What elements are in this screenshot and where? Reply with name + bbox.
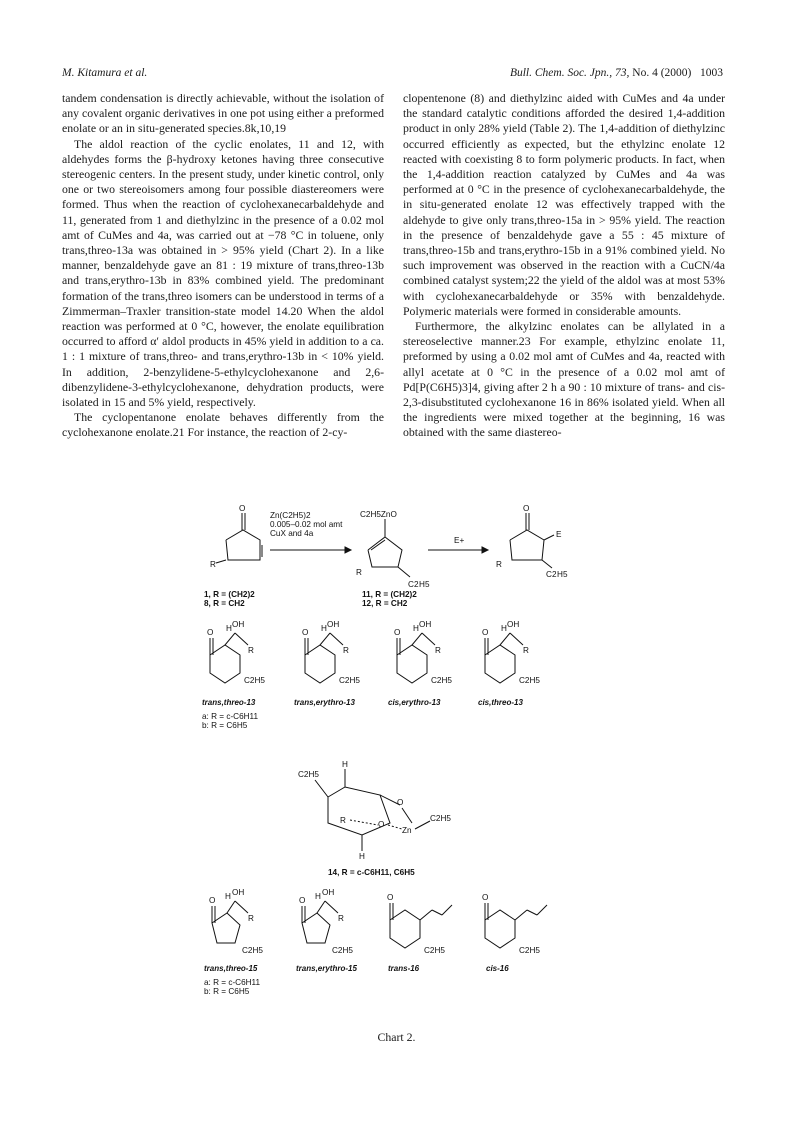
substituent-def-b: b: R = C6H5 [204,987,250,996]
svg-text:OH: OH [419,620,432,629]
aldol-13-trans-threo [207,620,265,685]
enolate-label-12: 12, R = CH2 [362,599,408,608]
svg-text:5: 5 [563,570,568,579]
svg-text:H: H [315,892,321,901]
svg-text:C2H5: C2H5 [298,770,319,779]
svg-text:C2H5: C2H5 [431,676,452,685]
svg-text:5: 5 [425,580,430,589]
paragraph: The cyclopentanone enolate behaves differently from the cyclohexanone enolate.21 For instance, the reaction of 2-cy- [62,410,384,440]
svg-text:2: 2 [552,570,557,579]
enone-structure [210,505,262,569]
svg-text:O: O [523,505,530,513]
svg-text:R: R [248,646,254,655]
svg-text:H: H [557,570,563,579]
figure-caption: Chart 2. [377,1030,416,1044]
right-column [403,91,725,441]
svg-text:C2H5: C2H5 [244,676,265,685]
compound-name: trans-16 [388,964,420,973]
svg-text:O: O [482,628,489,637]
svg-text:C2H5: C2H5 [242,946,263,955]
svg-text:C: C [408,580,414,589]
start-label-8: 8, R = CH2 [204,599,245,608]
product-structure [496,505,568,579]
reagent-line-2: 0.005–0.02 mol amt [270,520,343,529]
aldol-15-trans-erythro [299,888,353,955]
svg-text:R: R [338,914,344,923]
svg-text:H: H [321,624,327,633]
compound-name: trans,threo-15 [204,964,258,973]
journal-name: Bull. Chem. Soc. Jpn., [509,67,613,79]
svg-text:C2H5: C2H5 [430,814,451,823]
allyl-16-trans [387,893,452,955]
svg-text:R: R [248,914,254,923]
svg-text:R: R [435,646,441,655]
start-label-1: 1, R = (CH2)2 [204,590,255,599]
compound-name: cis-16 [486,964,509,973]
page-number: 1003 [700,67,723,79]
paragraph: The aldol reaction of the cyclic enolates, 11 and 12, with aldehydes forms the β-hydroxy ketones having three consecutive stereogenic centers. In the present study, under kinetic control, only one or two stereoisomers among four possible diastereomers were formed. Thus when the reaction of cyclohexanecarbaldehyde and 11, generated from 1 and diethylzinc in the presence of a 0.02 mol amt of CuMes and 4a, was carried out at −78 °C in toluene, only trans,threo-13a was obtained in > 95% yield (Chart 2). In a like manner, benzaldehyde gave an 81 : 19 mixture of trans,threo-13b and trans,erythro-13b in 83% combined yield. The predominant formation of the trans,threo isomers can be understood in terms of a Zimmerman–Traxler transition-state model 14.20 When the aldol reaction was performed at 0 °C, however, the enolate equilibration occurred to afford α′ aldol products in 45% yield in addition to a ca. 1 : 1 mixture of trans,threo- and trans,erythro-13b in < 10% yield. In addition, 2-benzylidene-5-ethylcyclohexanone and 2,6-dibenzylidene-3-ethylcyclohexanone, dehydration products, were isolated in 15 and 5% yield, respectively. [62,136,384,410]
svg-text:E: E [556,530,562,539]
chart-2-scheme [190,505,610,1015]
svg-text:C2H5: C2H5 [424,946,445,955]
svg-text:OH: OH [327,620,340,629]
ts-label: 14, R = c-C6H11, C6H5 [328,868,415,877]
svg-text:H: H [226,624,232,633]
paragraph: clopentenone (8) and diethylzinc aided with CuMes and 4a under the standard catalytic conditions afforded the desired 1,4-addition product in only 28% yield (Table 2). The 1,4-addition of diethylzinc occurred efficiently as expected, but the ethylzinc enolate 12 reacted with coexisting 8 to form polymeric products. In fact, when the 1,4-addition reaction catalyzed by CuMes and 4a was performed at 0 °C in the presence of cyclohexanecarbaldehyde, the in situ-generated enolate 12 was effectively trapped with the aldehyde to give only trans,threo-15a in > 95% yield. The reaction in the presence of benzaldehyde gave a 55 : 45 mixture of trans,threo-15b and trans,erythro-15b in a 91% combined yield. No such improvement was observed in the reaction with a CuCN/4a combined catalyst system;22 the yield of the aldol was at most 53% with cyclohexanecarbaldehyde or 35% with benzaldehyde. Polymeric materials were formed in considerable amounts. [403,91,725,318]
svg-text:O: O [378,820,385,829]
svg-text:C2H5: C2H5 [519,946,540,955]
svg-text:H: H [225,892,231,901]
svg-text:H: H [419,580,425,589]
svg-text:OH: OH [232,888,245,897]
svg-text:O: O [299,896,306,905]
aldol-13-trans-erythro [302,620,360,685]
running-journal [510,67,723,79]
journal-volume: 73, [615,67,630,79]
svg-text:O: O [209,896,216,905]
transition-state-14 [298,760,451,861]
svg-text:R: R [340,816,346,825]
svg-text:C: C [546,570,552,579]
svg-text:R: R [523,646,529,655]
compound-name: trans,threo-13 [202,698,256,707]
svg-text:R: R [210,560,216,569]
reagent-line-1: Zn(C2H5)2 [270,511,311,520]
substituent-def-a: a: R = c-C6H11 [202,712,259,721]
svg-text:C2H5: C2H5 [519,676,540,685]
aldol-13-cis-threo [482,620,540,685]
compound-name: trans,erythro-15 [296,964,357,973]
left-column [62,91,384,441]
svg-text:O: O [394,628,401,637]
svg-text:O: O [482,893,489,902]
svg-text:R: R [496,560,502,569]
svg-text:H: H [413,624,419,633]
svg-text:O: O [239,505,246,513]
svg-text:Zn: Zn [402,826,412,835]
electrophile-label: E+ [454,536,465,545]
svg-text:O: O [387,893,394,902]
svg-text:2: 2 [414,580,419,589]
svg-text:H: H [359,852,365,861]
allyl-16-cis [482,893,547,955]
enolate-structure [356,510,430,589]
svg-text:OH: OH [232,620,245,629]
substituent-def-b: b: R = C6H5 [202,721,248,730]
enolate-label: C2H5ZnO [360,510,397,519]
paragraph: tandem condensation is directly achievable, without the isolation of any covalent organic derivatives in one pot using either a preformed enolate or an in situ-generated species.8k,10,19 [62,91,384,136]
compound-name: cis,threo-13 [478,698,523,707]
reagent-line-3: CuX and 4a [270,529,314,538]
svg-text:C2H5: C2H5 [332,946,353,955]
svg-text:H: H [342,760,348,769]
svg-text:R: R [343,646,349,655]
paragraph: Furthermore, the alkylzinc enolates can be allylated in a stereoselective manner.23 For example, ethylzinc enolate 11, preformed by using a 0.02 mol amt of CuMes and 4a, reacted with allyl acetate at 0 °C in the presence of a 0.02 mol amt of Pd[P(C6H5)3]4, giving after 2 h a 90 : 10 mixture of trans- and cis-2,3-disubstituted cyclohexanone 16 in 86% isolated yield. When all the ingredients were mixed together at the beginning, 16 was obtained with the same diastereo- [403,319,725,440]
compound-name: cis,erythro-13 [388,698,441,707]
svg-text:O: O [397,798,404,807]
compound-name: trans,erythro-13 [294,698,355,707]
journal-issue: No. 4 (2000) [632,67,692,79]
svg-text:H: H [501,624,507,633]
enolate-label-11: 11, R = (CH2)2 [362,590,417,599]
svg-text:O: O [302,628,309,637]
running-author: M. Kitamura et al. [62,67,148,79]
svg-text:OH: OH [507,620,520,629]
svg-text:O: O [207,628,214,637]
svg-text:R: R [356,568,362,577]
substituent-def-a: a: R = c-C6H11 [204,978,261,987]
svg-text:C2H5: C2H5 [339,676,360,685]
svg-text:OH: OH [322,888,335,897]
aldol-13-cis-erythro [394,620,452,685]
aldol-15-trans-threo [209,888,263,955]
